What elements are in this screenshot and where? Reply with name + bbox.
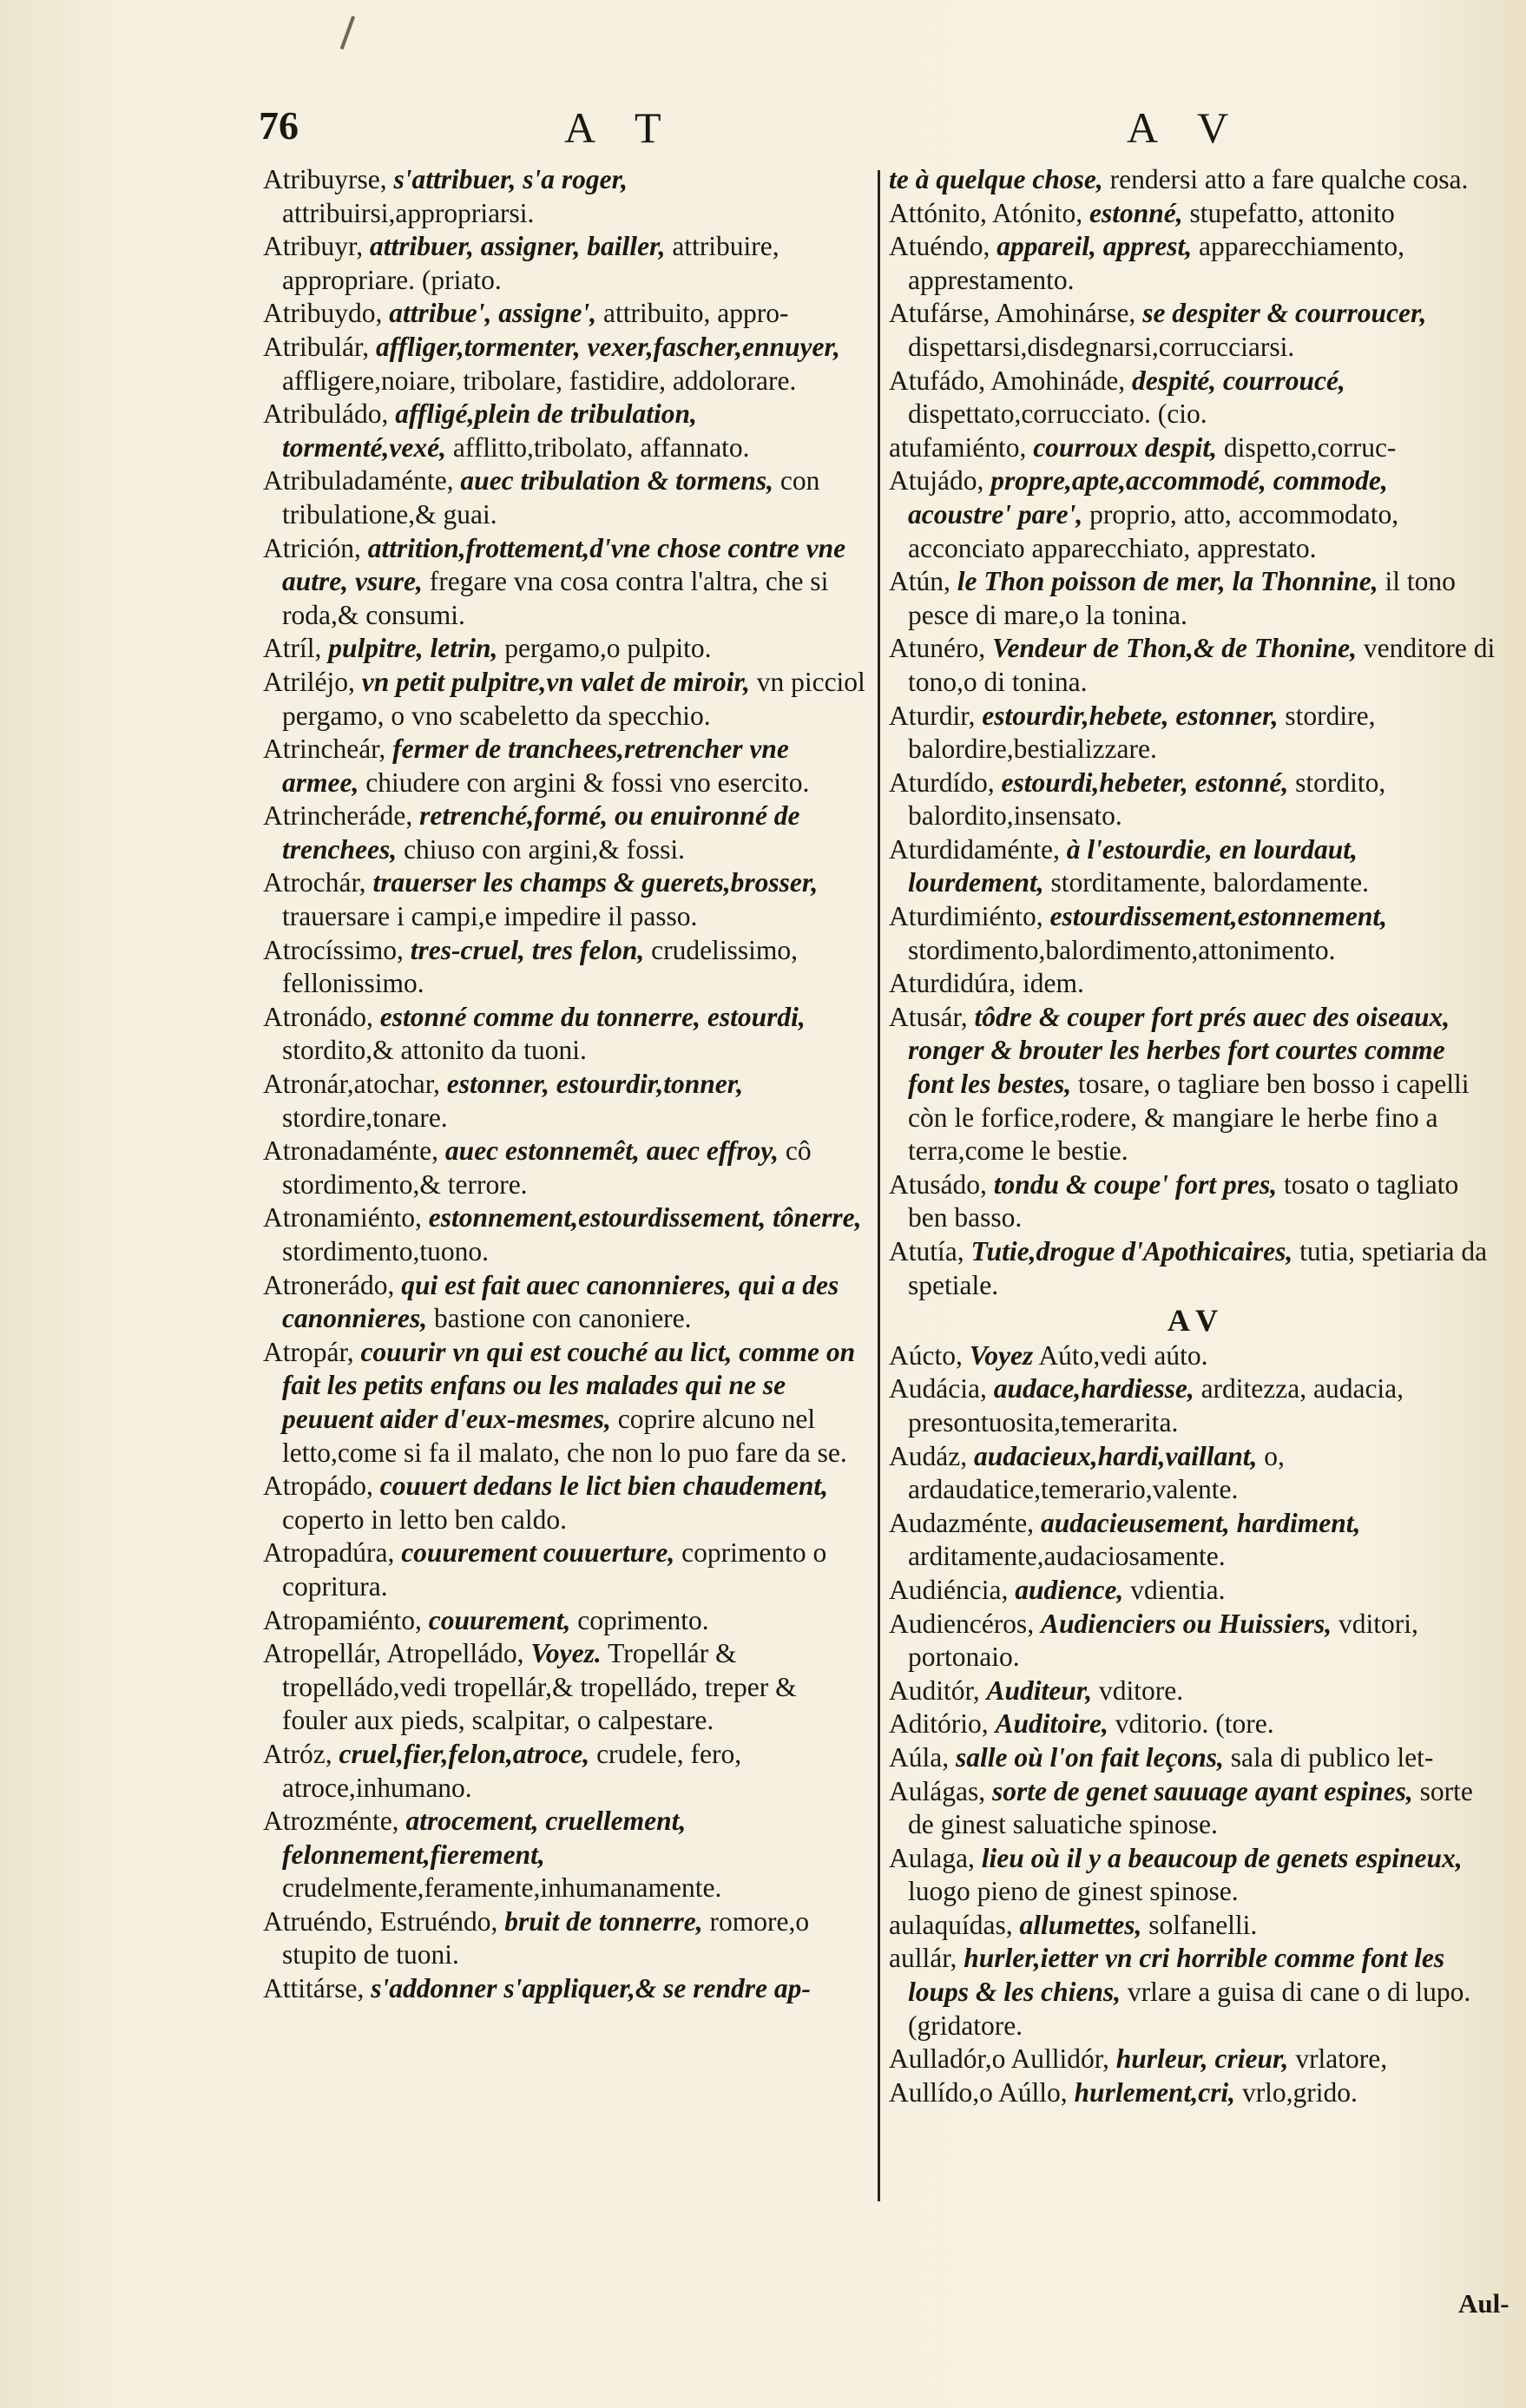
dictionary-entry xyxy=(889,297,1496,364)
italian-gloss: fregare vna cosa contra l'altra, che si roda,& consumi. xyxy=(282,566,829,630)
dictionary-entry xyxy=(889,1608,1496,1674)
french-gloss: audace,hardiesse, xyxy=(993,1373,1194,1405)
dictionary-entry xyxy=(263,799,865,866)
dictionary-entry xyxy=(889,967,1496,1001)
headword: Atujádo, xyxy=(889,465,984,497)
french-gloss: Voyez xyxy=(969,1339,1034,1371)
french-gloss: se despiter & courroucer, xyxy=(1142,298,1427,329)
french-gloss: à l'estourdie, en lourdaut, lourdement, xyxy=(908,833,1358,898)
italian-gloss: proprio, atto, accommodato, acconciato apparecchiato, apprestato. xyxy=(908,498,1399,563)
headword: Atronádo, xyxy=(263,1001,373,1032)
headword: Atrincheráde, xyxy=(263,800,413,832)
french-gloss: auec tribulation & tormens, xyxy=(460,465,773,497)
italian-gloss: dispettato,corrucciato. (cio. xyxy=(908,398,1207,430)
french-gloss: propre,apte,accommodé, commode, acoustre' pare', xyxy=(908,465,1388,530)
right-column xyxy=(889,163,1496,2109)
headword: Atuéndo, xyxy=(889,231,990,262)
italian-gloss: attribuire, appropriare. (priato. xyxy=(282,231,779,295)
french-gloss: auec estonnemêt, auec effroy, xyxy=(444,1135,779,1167)
french-gloss: tondu & coupe' fort pres, xyxy=(993,1168,1278,1200)
dictionary-entry xyxy=(263,1604,865,1638)
dictionary-entry xyxy=(263,331,865,398)
french-gloss: attribue', assigne', xyxy=(389,298,597,329)
headword: aullár, xyxy=(889,1943,957,1974)
french-gloss: couurement couuerture, xyxy=(401,1537,675,1569)
french-gloss: lieu où il y a beaucoup de genets espineux, xyxy=(981,1842,1463,1873)
french-gloss: tôdre & couper fort prés auec des oiseaux, ronger & brouter les herbes fort courtes comme font les bestes, xyxy=(908,1001,1450,1100)
headword: Aturdidúra, xyxy=(889,968,1016,999)
headword: Aullído,o Aúllo, xyxy=(889,2076,1068,2108)
dictionary-entry xyxy=(889,1674,1496,1708)
italian-gloss: apparecchiamento, apprestamento. xyxy=(908,231,1404,295)
italian-gloss: stordimento,balordimento,attonimento. xyxy=(908,934,1336,965)
italian-gloss: sala di publico let- xyxy=(1230,1741,1434,1773)
dictionary-entry xyxy=(263,398,865,464)
dictionary-entry xyxy=(889,1235,1496,1302)
italian-gloss: stordito,& attonito da tuoni. xyxy=(282,1035,587,1066)
headword: Audazménte, xyxy=(889,1507,1035,1538)
headword: Atribuyr, xyxy=(263,231,364,262)
headword: Atronerádo, xyxy=(263,1269,395,1300)
french-gloss: hurleur, crieur, xyxy=(1115,2043,1289,2075)
italian-gloss: stordire, balordire,bestializzare. xyxy=(908,700,1376,765)
dictionary-entry xyxy=(889,464,1496,565)
dictionary-entry xyxy=(889,1372,1496,1439)
dictionary-entry xyxy=(263,297,865,331)
italian-gloss: coprire alcuno nel letto,come si fa il malato, che non lo puo fare da se. xyxy=(282,1403,847,1468)
french-gloss: salle où l'on fait leçons, xyxy=(955,1741,1224,1773)
french-gloss: Audienciers ou Huissiers, xyxy=(1040,1608,1332,1639)
french-gloss: estourdissement,estonnement, xyxy=(1049,901,1388,932)
italian-gloss: stupefatto, attonito xyxy=(1189,197,1395,228)
french-gloss: atrocement, cruellement, felonnement,fierement, xyxy=(282,1806,687,1870)
french-gloss: vn petit pulpitre,vn valet de miroir, xyxy=(361,666,750,697)
french-gloss: Tutie,drogue d'Apothicaires, xyxy=(970,1236,1293,1267)
italian-gloss: pergamo,o pulpito. xyxy=(504,633,712,664)
dictionary-entry xyxy=(889,565,1496,632)
headword: Atrozménte, xyxy=(263,1806,399,1837)
italian-gloss: con tribulatione,& guai. xyxy=(282,465,820,530)
catchword: Aul- xyxy=(1458,2288,1510,2319)
italian-gloss: Tropellár & tropelládo,vedi tropellár,& tropelládo, treper & fouler aux pieds, scalpitar, o calpestare. xyxy=(282,1638,797,1736)
headword: Atropádo, xyxy=(263,1470,373,1502)
french-gloss: affligé,plein de tribulation, tormenté,vexé, xyxy=(282,398,697,463)
italian-gloss: bastione con canoniere. xyxy=(434,1303,692,1334)
headword: Atruéndo, Estruéndo, xyxy=(263,1905,498,1937)
dictionary-entry xyxy=(889,1909,1496,1943)
headword: Auditór, xyxy=(889,1674,980,1706)
headword: Audácia, xyxy=(889,1373,987,1405)
french-gloss: fermer de tranchees,retrencher vne armee, xyxy=(282,734,789,798)
french-gloss: couurement, xyxy=(428,1604,571,1635)
headword: Aúla, xyxy=(889,1741,950,1773)
italian-gloss: vditorio. (tore. xyxy=(1115,1708,1274,1740)
headword: aulaquídas, xyxy=(889,1909,1013,1940)
french-gloss: Auditeur, xyxy=(986,1674,1093,1706)
french-gloss: sorte de genet sauuage ayant espines, xyxy=(991,1775,1413,1806)
headword: Atún, xyxy=(889,566,950,597)
italian-gloss: vn picciol pergamo, o vno scabeletto da specchio. xyxy=(282,666,865,731)
dictionary-entry xyxy=(889,230,1496,297)
italian-gloss: stordito, balordito,insensato. xyxy=(908,766,1386,832)
headword: Atronamiénto, xyxy=(263,1202,422,1234)
italian-gloss: arditamente,audaciosamente. xyxy=(908,1541,1226,1572)
dictionary-entry xyxy=(263,1972,865,2006)
headword: Atufárse, Amohinárse, xyxy=(889,298,1136,329)
dictionary-entry xyxy=(263,1135,865,1201)
dictionary-entry xyxy=(263,866,865,933)
dictionary-entry xyxy=(263,1536,865,1603)
french-gloss: despité, courroucé, xyxy=(1131,365,1345,396)
italian-gloss: tosare, o tagliare ben bosso i capelli còn le forfice,rodere, & mangiare le herbe fino a terra,come le bestie. xyxy=(908,1069,1470,1167)
italian-gloss: dispettarsi,disdegnarsi,corrucciarsi. xyxy=(908,331,1295,362)
french-gloss: pulpitre, letrin, xyxy=(328,633,498,664)
italian-gloss: attribuito, appro- xyxy=(603,298,789,329)
dictionary-entry xyxy=(889,1339,1496,1373)
section-heading-av: A V xyxy=(1167,1303,1219,1339)
french-gloss: hurlement,cri, xyxy=(1074,2076,1236,2108)
french-gloss: trauerser les champs & guerets,brosser, xyxy=(372,867,819,898)
headword: Aulaga, xyxy=(889,1842,975,1873)
dictionary-entry xyxy=(263,163,865,230)
headword: Atrochár, xyxy=(263,867,366,898)
italian-gloss: afflitto,tribolato, affannato. xyxy=(452,431,750,463)
headword: Audiéncia, xyxy=(889,1574,1009,1605)
dictionary-entry xyxy=(889,1440,1496,1507)
left-column xyxy=(263,163,865,2006)
french-gloss: audience, xyxy=(1015,1574,1124,1605)
french-gloss: Voyez. xyxy=(530,1638,602,1669)
dictionary-entry xyxy=(889,766,1496,833)
italian-gloss: il tono pesce di mare,o la tonina. xyxy=(908,566,1456,630)
headword: Atunéro, xyxy=(889,633,986,664)
dictionary-entry xyxy=(263,230,865,297)
dictionary-entry xyxy=(889,197,1496,231)
headword: Aulladór,o Aullidór, xyxy=(889,2043,1109,2075)
dictionary-entry xyxy=(889,1775,1496,1842)
headword: Aturdimiénto, xyxy=(889,901,1043,932)
italian-gloss: cô stordimento,& terrore. xyxy=(282,1135,812,1200)
dictionary-entry xyxy=(889,365,1496,431)
right-guide-letters: A V xyxy=(1127,103,1245,152)
french-gloss: estonné, xyxy=(1089,197,1183,228)
dictionary-entry xyxy=(889,1942,1496,2043)
italian-gloss: affligere,noiare, tribolare, fastidire, addolorare. xyxy=(282,365,797,396)
dictionary-entry xyxy=(263,1637,865,1738)
italian-gloss: o, ardaudatice,temerario,valente. xyxy=(908,1440,1285,1505)
italian-gloss: coperto in letto ben caldo. xyxy=(282,1503,568,1535)
headword: Aturdído, xyxy=(889,766,995,798)
ink-mark xyxy=(340,16,367,54)
italian-gloss: crudelmente,feramente,inhumanamente. xyxy=(282,1872,722,1904)
dictionary-entry xyxy=(889,1842,1496,1909)
dictionary-entry xyxy=(263,733,865,799)
french-gloss: audacieusement, hardiment, xyxy=(1040,1507,1361,1538)
french-gloss: audacieux,hardi,vaillant, xyxy=(973,1440,1258,1471)
headword: Atronár,atochar, xyxy=(263,1069,440,1100)
dictionary-entry xyxy=(889,632,1496,699)
french-gloss: courroux despit, xyxy=(1033,431,1217,463)
italian-gloss: rendersi atto a fare qualche cosa. xyxy=(1109,164,1469,194)
dictionary-entry xyxy=(889,2043,1496,2076)
headword: Aturdir, xyxy=(889,700,976,731)
french-gloss: estonnement,estourdissement, tônerre, xyxy=(428,1202,862,1234)
dictionary-entry xyxy=(889,900,1496,967)
dictionary-entry xyxy=(263,1805,865,1905)
italian-gloss: sorte de ginest saluatiche spinose. xyxy=(908,1775,1473,1840)
headword: Atriléjo, xyxy=(263,666,355,697)
headword: Atutía, xyxy=(889,1236,964,1267)
headword: Aulágas, xyxy=(889,1775,986,1806)
dictionary-entry xyxy=(889,163,1496,197)
dictionary-entry xyxy=(889,1741,1496,1775)
headword: Atusádo, xyxy=(889,1168,987,1200)
french-gloss: estourdi,hebeter, estonné, xyxy=(1001,766,1289,798)
french-gloss: le Thon poisson de mer, la Thonnine, xyxy=(957,566,1378,597)
headword: Atríl, xyxy=(263,633,322,664)
headword: Atropellár, Atropelládo, xyxy=(263,1638,524,1669)
headword: Atrocíssimo, xyxy=(263,934,404,965)
dictionary-entry xyxy=(263,1201,865,1268)
dictionary-entry xyxy=(889,1707,1496,1741)
italian-gloss: storditamente, balordamente. xyxy=(1050,867,1370,898)
italian-gloss: attribuirsi,appropriarsi. xyxy=(282,197,535,228)
headword: Atufádo, Amohináde, xyxy=(889,365,1126,396)
dictionary-entry xyxy=(263,1470,865,1536)
italian-gloss: chiudere con argini & fossi vno esercito. xyxy=(365,766,810,798)
french-gloss: couurir vn qui est couché au lict, comme on fait les petits enfans ou les malades qui ne se peuuent aider d'eux-mesmes, xyxy=(282,1336,856,1434)
dictionary-entry xyxy=(263,1336,865,1470)
dictionary-entry xyxy=(889,833,1496,900)
french-gloss: attrition,frottement,d'vne chose contre vne autre, vsure, xyxy=(282,532,846,597)
dictionary-entry xyxy=(889,2076,1496,2110)
french-gloss: estonner, estourdir,tonner, xyxy=(446,1069,744,1100)
italian-gloss: tosato o tagliato ben basso. xyxy=(908,1168,1459,1234)
dictionary-entry xyxy=(889,1507,1496,1574)
headword: Audiencéros, xyxy=(889,1608,1035,1639)
french-gloss: Vendeur de Thon,& de Thonine, xyxy=(991,633,1358,664)
headword: Atronadaménte, xyxy=(263,1135,439,1167)
italian-gloss: stordimento,tuono. xyxy=(282,1236,489,1267)
italian-gloss: stordire,tonare. xyxy=(282,1102,448,1133)
italian-gloss: coprimento o copritura. xyxy=(282,1537,827,1602)
italian-gloss: crudelissimo, fellonissimo. xyxy=(282,934,798,999)
column-divider xyxy=(878,170,880,2201)
headword: Atribuyrse, xyxy=(263,164,387,194)
page-header xyxy=(0,102,1526,163)
headword: Atusár, xyxy=(889,1001,968,1032)
italian-gloss: tutia, spetiaria da spetiale. xyxy=(908,1236,1488,1300)
dictionary-entry xyxy=(263,632,865,666)
headword: Atribulár, xyxy=(263,331,370,362)
headword: Atrincheár, xyxy=(263,734,386,765)
italian-gloss: crudele, fero, atroce,inhumano. xyxy=(282,1738,742,1803)
dictionary-entry xyxy=(263,1738,865,1805)
dictionary-entry xyxy=(263,1068,865,1135)
dictionary-entry xyxy=(263,1269,865,1336)
french-gloss: affliger,tormenter, vexer,fascher,ennuyer, xyxy=(375,331,840,362)
french-gloss: estourdir,hebete, estonner, xyxy=(982,700,1279,731)
headword: Aditório, xyxy=(889,1708,989,1740)
italian-gloss: vditori, portonaio. xyxy=(908,1608,1418,1673)
headword: Audáz, xyxy=(889,1440,968,1471)
dictionary-entry xyxy=(263,532,865,633)
italian-gloss: Aúto,vedi aúto. xyxy=(1038,1339,1208,1371)
italian-gloss: vdientia. xyxy=(1130,1574,1226,1605)
headword: Attitárse, xyxy=(263,1973,365,2004)
dictionary-entry xyxy=(263,1001,865,1068)
dictionary-entry xyxy=(263,934,865,1001)
french-gloss: te à quelque chose, xyxy=(889,164,1103,194)
dictionary-entry xyxy=(263,464,865,531)
dictionary-entry xyxy=(263,666,865,733)
headword: Atropadúra, xyxy=(263,1537,395,1569)
italian-gloss: romore,o stupito de tuoni. xyxy=(282,1905,810,1970)
french-gloss: tres-cruel, tres felon, xyxy=(410,934,645,965)
italian-gloss: coprimento. xyxy=(577,1604,709,1635)
dictionary-entry xyxy=(263,1905,865,1972)
headword: Atróz, xyxy=(263,1738,332,1769)
italian-gloss: trauersare i campi,e impedire il passo. xyxy=(282,901,698,932)
dictionary-entry xyxy=(889,431,1496,465)
italian-gloss: venditore di tono,o di tonina. xyxy=(908,633,1496,697)
headword: Atribuladaménte, xyxy=(263,465,454,497)
french-gloss: retrenché,formé, ou enuironné de trenchees, xyxy=(282,800,800,865)
french-gloss: qui est fait auec canonnieres, qui a des canonnieres, xyxy=(282,1269,839,1334)
headword: atufamiénto, xyxy=(889,431,1027,463)
italian-gloss: vrlare a guisa di cane o di lupo. (gridatore. xyxy=(908,1977,1471,2041)
italian-gloss: vrlatore, xyxy=(1295,2043,1388,2075)
dictionary-entry xyxy=(889,1574,1496,1608)
headword: Atropamiénto, xyxy=(263,1604,422,1635)
italian-gloss: vrlo,grido. xyxy=(1241,2076,1358,2108)
right-column-bottom xyxy=(889,1339,1496,2110)
dictionary-entry xyxy=(889,1168,1496,1235)
italian-gloss: solfanelli. xyxy=(1148,1909,1258,1940)
dictionary-entry xyxy=(889,700,1496,766)
french-gloss: Auditoire, xyxy=(995,1708,1108,1740)
headword: Atribuládo, xyxy=(263,398,389,430)
french-gloss: cruel,fier,felon,atroce, xyxy=(339,1738,590,1769)
right-column-top xyxy=(889,163,1496,1302)
headword: Aúcto, xyxy=(889,1339,963,1371)
french-gloss: s'addonner s'appliquer,& se rendre ap- xyxy=(371,1973,811,2004)
left-guide-letters: A T xyxy=(564,103,677,152)
headword: Atribuydo, xyxy=(263,298,383,329)
italian-gloss: chiuso con argini,& fossi. xyxy=(403,833,685,865)
french-gloss: attribuer, assigner, bailler, xyxy=(369,231,666,262)
headword: Aturdidaménte, xyxy=(889,833,1060,865)
dictionary-entry xyxy=(889,1001,1496,1168)
french-gloss: s'attribuer, s'a roger, xyxy=(393,164,628,194)
italian-gloss: luogo pieno de ginest spinose. xyxy=(908,1876,1239,1907)
page-number: 76 xyxy=(259,103,299,148)
french-gloss: estonné comme du tonnerre, estourdi, xyxy=(379,1001,806,1032)
italian-gloss: arditezza, audacia, presontuosita,temerarita. xyxy=(908,1373,1404,1438)
french-gloss: bruit de tonnerre, xyxy=(504,1905,703,1937)
italian-gloss: idem. xyxy=(1022,968,1084,999)
french-gloss: allumettes, xyxy=(1019,1909,1142,1940)
headword: Atropár, xyxy=(263,1336,354,1367)
italian-gloss: vditore. xyxy=(1099,1674,1184,1706)
italian-gloss: dispetto,corruc- xyxy=(1223,431,1397,463)
french-gloss: hurler,ietter vn cri horrible comme font les loups & les chiens, xyxy=(908,1943,1445,2008)
headword: Attónito, Atónito, xyxy=(889,197,1083,228)
french-gloss: couuert dedans le lict bien chaudement, xyxy=(379,1470,828,1502)
headword: Atrición, xyxy=(263,532,361,563)
french-gloss: appareil, apprest, xyxy=(997,231,1193,262)
